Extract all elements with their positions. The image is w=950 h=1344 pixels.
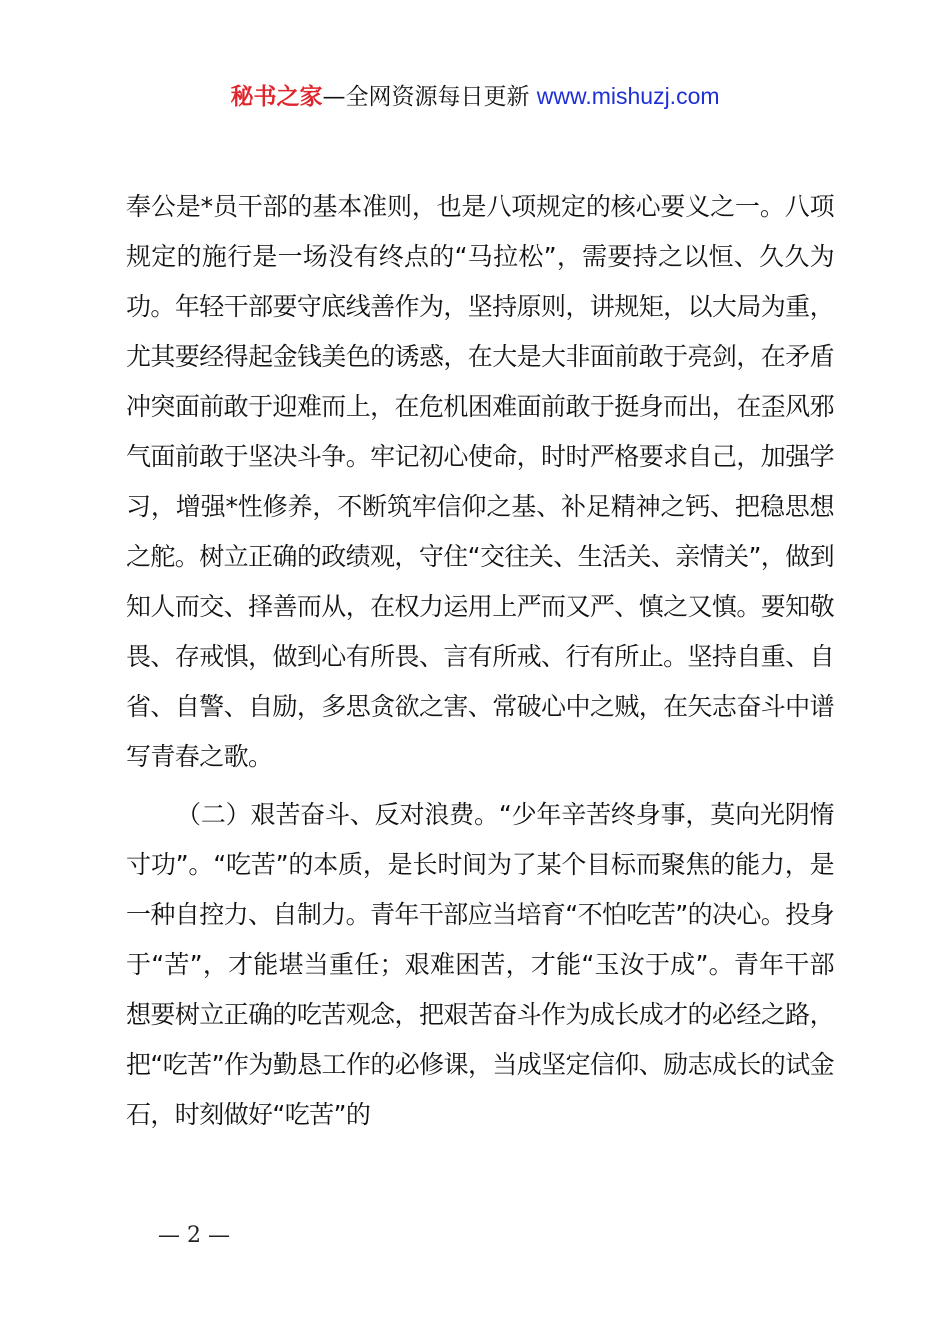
body-paragraph: 奉公是*员干部的基本准则，也是八项规定的核心要义之一。八项规定的施行是一场没有终点的“马拉松”，需要持之以恒、久久为功。年轻干部要守底线善作为，坚持原则，讲规矩，以大局为重，尤其要经得起金钱美色的诱惑，在大是大非面前敢于亮剑，在矛盾冲突面前敢于迎难而上，在危机困难面前敢于挺身而出，在歪风邪气面前敢于坚决斗争。牢记初心使命，时时严格要求自己，加强学习，增强*性修养，不断筑牢信仰之基、补足精神之钙、把稳思想之舵。树立正确的政绩观，守住“交往关、生活关、亲情关”，做到知人而交、择善而从，在权力运用上严而又严、慎之又慎。要知敬畏、存戒惧，做到心有所畏、言有所戒、行有所止。坚持自重、自省、自警、自励，多思贪欲之害、常破心中之贼，在矢志奋斗中谱写青春之歌。	[126, 192, 834, 771]
header-tagline: —全网资源每日更新	[322, 84, 537, 110]
brand-name: 秘书之家	[230, 84, 323, 110]
site-header	[0, 80, 950, 113]
page-number: — 2 —	[158, 1223, 230, 1248]
site-url-link[interactable]: www.mishuzj.com	[536, 83, 720, 109]
body-paragraph: （二）艰苦奋斗、反对浪费。“少年辛苦终身事，莫向光阴惰寸功”。“吃苦”的本质，是长时间为了某个目标而聚焦的能力，是一种自控力、自制力。青年干部应当培育“不怕吃苦”的决心。投身于“苦”，才能堪当重任；艰难困苦，才能“玉汝于成”。青年干部想要树立正确的吃苦观念，把艰苦奋斗作为成长成才的必经之路，把“吃苦”作为勤恳工作的必修课，当成坚定信仰、励志成长的试金石，时刻做好“吃苦”的	[126, 800, 834, 1129]
